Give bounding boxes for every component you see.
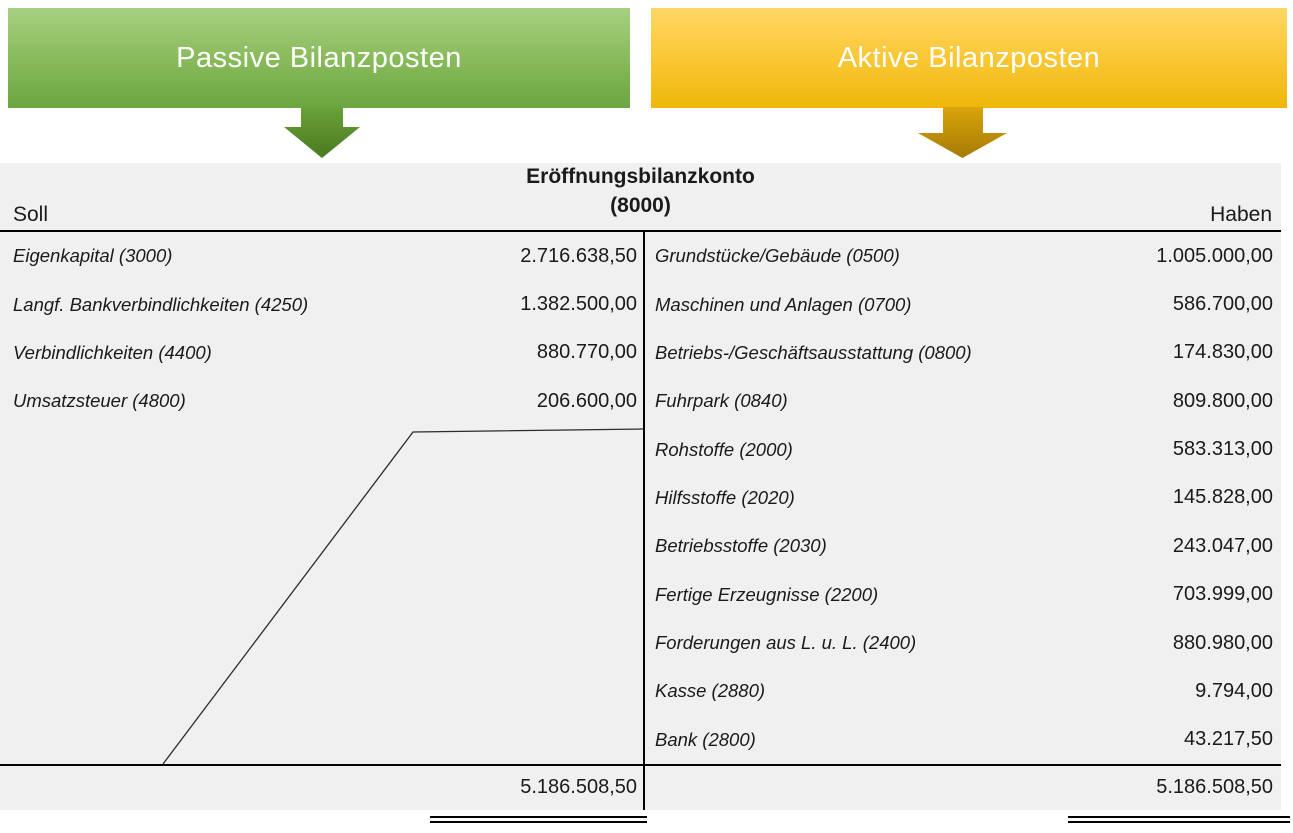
account-amount: 206.600,00	[536, 389, 637, 412]
account-name: Langf. Bankverbindlichkeiten (4250)	[13, 293, 309, 315]
credit-column	[645, 232, 1281, 764]
account-name: Eigenkapital (3000)	[13, 245, 173, 267]
account-name: Kasse (2880)	[655, 680, 766, 702]
passive-banner	[8, 8, 630, 108]
debit-row	[0, 377, 643, 425]
account-amount: 2.716.638,50	[520, 244, 637, 267]
t-account	[0, 163, 1281, 810]
account-name: Maschinen und Anlagen (0700)	[655, 293, 912, 315]
account-amount: 43.217,50	[1184, 728, 1273, 751]
account-name: Rohstoffe (2000)	[655, 438, 793, 460]
account-number: (8000)	[610, 194, 671, 217]
account-amount: 703.999,00	[1172, 583, 1273, 606]
passive-banner-label: Passive Bilanzposten	[176, 41, 462, 74]
account-name: Grundstücke/Gebäude (0500)	[655, 245, 900, 267]
account-name: Fertige Erzeugnisse (2200)	[655, 583, 879, 605]
debit-row	[0, 280, 643, 328]
credit-row	[645, 619, 1281, 667]
active-down-arrow-icon	[918, 107, 1007, 158]
credit-row	[645, 474, 1281, 522]
account-amount: 880.980,00	[1172, 631, 1273, 654]
credit-row	[645, 329, 1281, 377]
t-account-body	[0, 232, 1281, 766]
account-title: Eröffnungsbilanzkonto	[526, 165, 755, 188]
debit-row	[0, 232, 643, 280]
t-account-header	[0, 163, 1281, 232]
account-amount: 880.770,00	[536, 341, 637, 364]
credit-row	[645, 280, 1281, 328]
debit-total-double-underline	[430, 816, 647, 823]
account-name: Verbindlichkeiten (4400)	[13, 341, 212, 363]
credit-total: 5.186.508,50	[1156, 775, 1273, 798]
credit-row	[645, 667, 1281, 715]
account-amount: 174.830,00	[1172, 341, 1273, 364]
account-amount: 586.700,00	[1172, 293, 1273, 316]
credit-row	[645, 232, 1281, 280]
account-amount: 145.828,00	[1172, 486, 1273, 509]
credit-row	[645, 571, 1281, 619]
passive-down-arrow-icon	[284, 107, 360, 158]
account-amount: 1.005.000,00	[1156, 244, 1273, 267]
active-banner-label: Aktive Bilanzposten	[837, 41, 1101, 74]
credit-row	[645, 377, 1281, 425]
credit-total-double-underline	[1068, 816, 1290, 823]
column-divider-line	[643, 232, 645, 810]
account-amount: 583.313,00	[1172, 438, 1273, 461]
credit-row	[645, 716, 1281, 764]
credit-row	[645, 425, 1281, 473]
debit-row	[0, 329, 643, 377]
account-amount: 243.047,00	[1172, 534, 1273, 557]
account-name: Betriebsstoffe (2030)	[655, 535, 827, 557]
account-name: Betriebs-/Geschäftsausstattung (0800)	[655, 341, 972, 363]
account-name: Forderungen aus L. u. L. (2400)	[655, 632, 917, 654]
account-amount: 809.800,00	[1172, 389, 1273, 412]
credit-row	[645, 522, 1281, 570]
credit-header: Haben	[1210, 203, 1272, 226]
debit-column	[0, 232, 643, 425]
account-amount: 1.382.500,00	[520, 293, 637, 316]
account-name: Fuhrpark (0840)	[655, 390, 788, 412]
account-amount: 9.794,00	[1195, 679, 1273, 702]
debit-header: Soll	[13, 203, 49, 226]
t-account-totals	[0, 766, 1281, 808]
active-banner	[651, 8, 1287, 108]
debit-total: 5.186.508,50	[520, 775, 637, 798]
account-name: Bank (2800)	[655, 728, 756, 750]
account-name: Hilfsstoffe (2020)	[655, 486, 795, 508]
account-name: Umsatzsteuer (4800)	[13, 390, 186, 412]
